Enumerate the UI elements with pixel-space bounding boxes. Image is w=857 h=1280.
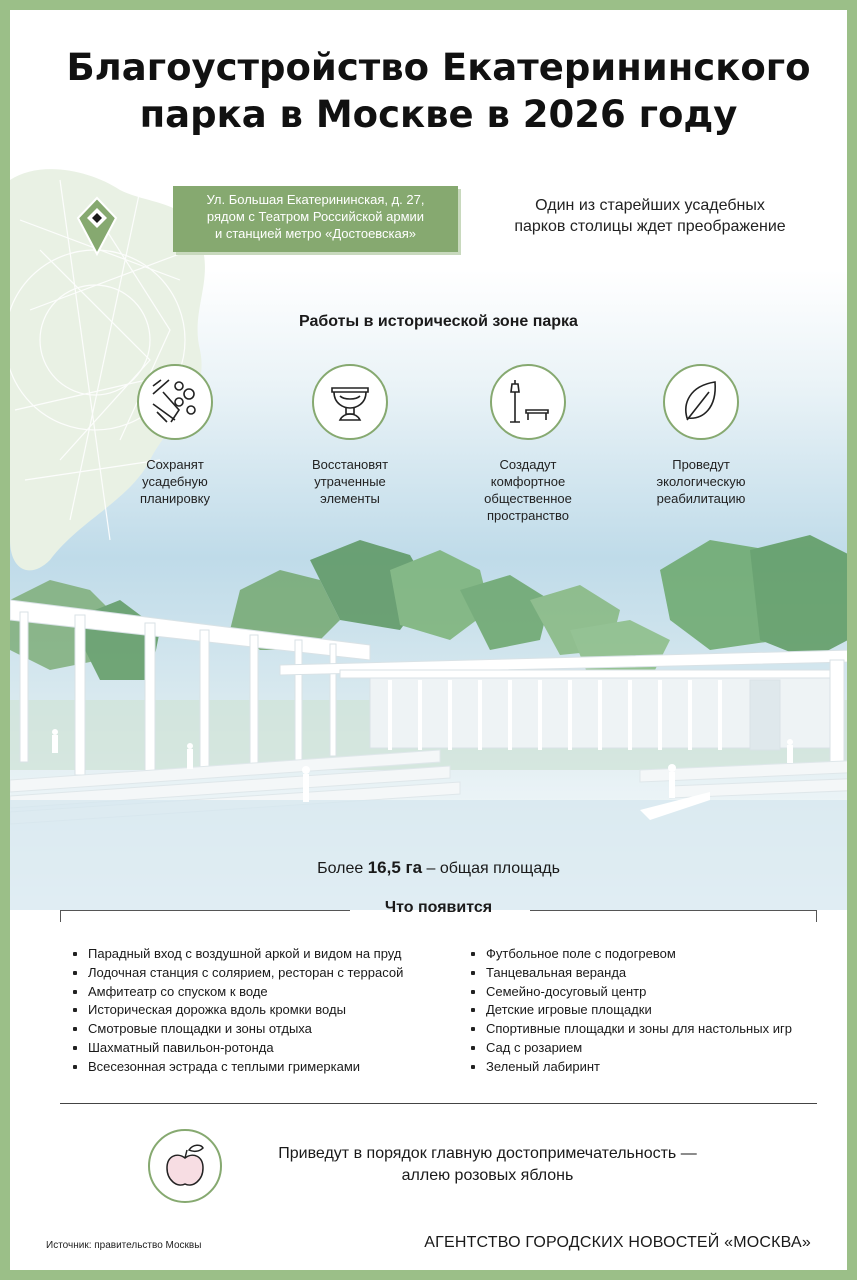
- area-value: 16,5 га: [367, 858, 423, 877]
- work-1-line-3: планировку: [140, 491, 210, 506]
- appear-section-title: Что появится: [384, 899, 493, 916]
- title-line-1: Благоустройство Екатерининского: [66, 46, 811, 89]
- work-3-line-1: Создадут: [499, 457, 557, 472]
- vase-icon: [324, 376, 376, 428]
- apple-icon: [157, 1138, 213, 1194]
- list-item: Всесезонная эстрада с теплыми гримерками: [70, 1058, 403, 1077]
- work-4-line-1: Проведут: [672, 457, 730, 472]
- work-item-public-space: [453, 364, 603, 524]
- work-4-line-2: экологическую: [656, 474, 746, 489]
- agency-name: АГЕНТСТВО ГОРОДСКИХ НОВОСТЕЙ «МОСКВА»: [424, 1234, 811, 1251]
- work-text: [275, 456, 425, 507]
- address-line-3: и станцией метро «Достоевская»: [214, 226, 417, 241]
- list-item: Спортивные площадки и зоны для настольных игр: [468, 1020, 792, 1039]
- work-2-line-3: элементы: [320, 491, 380, 506]
- work-2-line-1: Восстановят: [311, 457, 389, 472]
- works-section-title: Работы в исторической зоне парка: [299, 313, 578, 330]
- work-icon-circle: [312, 364, 388, 440]
- work-3-line-2: комфортное: [490, 474, 566, 489]
- work-item-ecology: [626, 364, 776, 507]
- work-4-line-3: реабилитацию: [656, 491, 746, 506]
- lead-text: [490, 195, 810, 237]
- list-item: Лодочная станция с солярием, ресторан с террасой: [70, 964, 403, 983]
- work-text: [626, 456, 776, 507]
- park-colonnade-illustration: [10, 530, 857, 910]
- work-item-restore: [275, 364, 425, 507]
- source-note: Источник: правительство Москвы: [46, 1240, 202, 1251]
- lead-line-1: Один из старейших усадебных: [535, 197, 765, 214]
- work-item-layout: [100, 364, 250, 507]
- work-icon-circle: [137, 364, 213, 440]
- list-item: Футбольное поле с подогревом: [468, 945, 792, 964]
- list-item: Историческая дорожка вдоль кромки воды: [70, 1001, 403, 1020]
- list-item: Парадный вход с воздушной аркой и видом на пруд: [70, 945, 403, 964]
- work-icon-circle: [663, 364, 739, 440]
- address-line-2: рядом с Театром Российской армии: [206, 209, 425, 224]
- apple-line-2: аллею розовых яблонь: [401, 1167, 574, 1184]
- list-item: Смотровые площадки и зоны отдыха: [70, 1020, 403, 1039]
- list-item: Сад с розарием: [468, 1039, 792, 1058]
- title-line-2: парка в Москве в 2026 году: [139, 93, 738, 136]
- apple-line-1: Приведут в порядок главную достопримечательность —: [278, 1145, 697, 1162]
- list-item: Зеленый лабиринт: [468, 1058, 792, 1077]
- layout-plan-icon: [149, 376, 201, 428]
- work-1-line-2: усадебную: [142, 474, 208, 489]
- lead-line-2: парков столицы ждет преображение: [514, 218, 786, 235]
- lamp-bench-icon: [502, 376, 554, 428]
- area-prefix: Более: [317, 860, 368, 877]
- work-icon-circle: [490, 364, 566, 440]
- list-item: Детские игровые площадки: [468, 1001, 792, 1020]
- page-title: [10, 44, 857, 138]
- appear-list-right: [468, 945, 792, 1077]
- list-item: Шахматный павильон-ротонда: [70, 1039, 403, 1058]
- work-text: [453, 456, 603, 524]
- total-area: [10, 858, 857, 878]
- appear-list-left: [70, 945, 403, 1077]
- address-box: [173, 186, 458, 252]
- area-suffix: – общая площадь: [422, 860, 560, 877]
- apple-icon-circle: [148, 1129, 222, 1203]
- location-pin-icon: [76, 196, 118, 256]
- list-item: Танцевальная веранда: [468, 964, 792, 983]
- list-item: Амфитеатр со спуском к воде: [70, 983, 403, 1002]
- work-2-line-2: утраченные: [314, 474, 386, 489]
- work-1-line-1: Сохранят: [146, 457, 204, 472]
- address-line-1: Ул. Большая Екатерининская, д. 27,: [206, 192, 425, 207]
- work-3-line-4: пространство: [486, 508, 570, 523]
- leaf-icon: [675, 376, 727, 428]
- apple-alley-text: [235, 1143, 740, 1187]
- list-item: Семейно-досуговый центр: [468, 983, 792, 1002]
- section-divider: [60, 1103, 817, 1104]
- work-3-line-3: общественное: [484, 491, 572, 506]
- work-text: [100, 456, 250, 507]
